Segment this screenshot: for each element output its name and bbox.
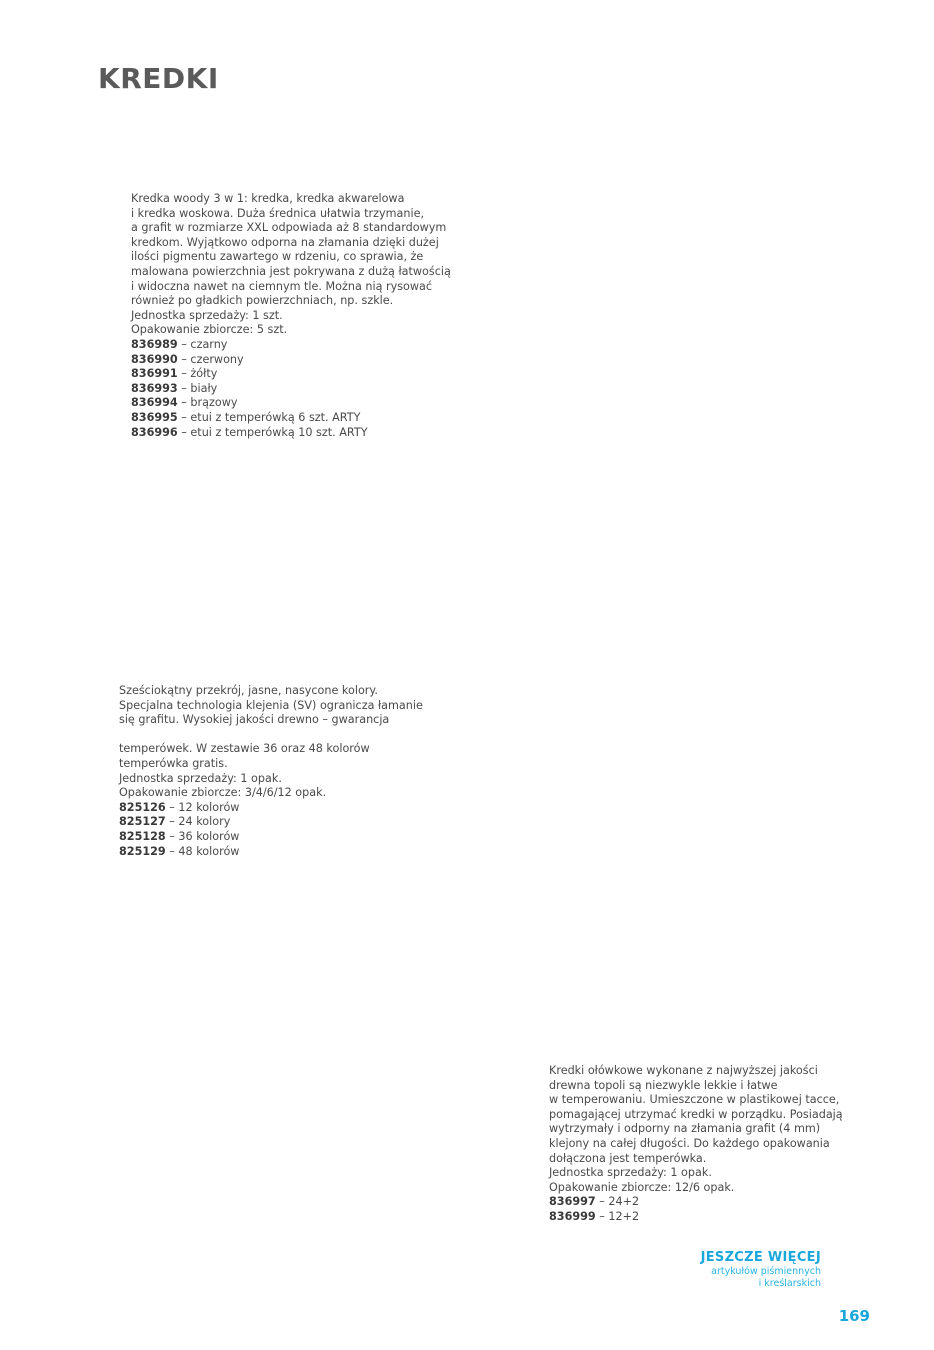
- product-code: 825128: [119, 829, 166, 843]
- product-code: 836993: [131, 381, 178, 395]
- description-line: Sześciokątny przekrój, jasne, nasycone kolory.: [119, 684, 378, 697]
- description-line: ilości pigmentu zawartego w rdzeniu, co sprawia, że: [131, 250, 424, 264]
- description-line: Specjalna technologia klejenia (SV) ogranicza łamanie: [119, 698, 423, 712]
- product-code: 836995: [131, 410, 178, 424]
- product-code-row: [131, 338, 451, 353]
- product-code-row: [131, 396, 451, 411]
- product-code-row: [549, 1210, 843, 1225]
- product-variant: – etui z temperówką 10 szt. ARTY: [177, 425, 368, 439]
- description-line: pomagającej utrzymać kredki w porządku. Posiadają: [549, 1107, 843, 1121]
- product-code-row: [131, 353, 451, 368]
- page-title: KREDKI: [98, 62, 219, 95]
- product-code-row: [131, 411, 451, 426]
- product-variant: – czerwony: [177, 352, 244, 366]
- product-code-row: [131, 426, 451, 441]
- description-line: i kredka woskowa. Duża średnica ułatwia trzymanie,: [131, 206, 425, 220]
- page-number: 169: [838, 1307, 870, 1325]
- product-code: 836989: [131, 337, 178, 351]
- description-line: dołączona jest temperówka.: [549, 1151, 707, 1165]
- product-code-row: [119, 815, 423, 830]
- product-variant: – 12 kolorów: [165, 800, 240, 814]
- product-code: 836996: [131, 425, 178, 439]
- product-code: 836991: [131, 367, 178, 381]
- product-code: 825126: [119, 800, 166, 814]
- description-line: w temperowaniu. Umieszczone w plastikowej tacce,: [549, 1093, 840, 1107]
- description-line: drewna topoli są niezwykle lekkie i łatwe: [549, 1078, 778, 1092]
- product-variant: – brązowy: [177, 396, 238, 410]
- product-variant: – 12+2: [595, 1209, 640, 1223]
- product-code: 825127: [119, 815, 166, 829]
- product-code-row: [119, 845, 423, 860]
- product-code-row: [131, 367, 451, 382]
- product-code: 836994: [131, 396, 178, 410]
- product-code: 836999: [549, 1209, 596, 1223]
- product-variant: – żółty: [177, 367, 218, 381]
- product-variant: – biały: [177, 381, 218, 395]
- product-description-poplar: [549, 1064, 843, 1225]
- product-variant: – 24 kolory: [165, 815, 231, 829]
- description-line: wytrzymały i odporny na złamania grafit (4 mm): [549, 1122, 821, 1136]
- paragraph-gap: [119, 728, 423, 743]
- description-line: temperówek. W zestawie 36 oraz 48 kolorów: [119, 742, 370, 756]
- description-line: temperówka gratis.: [119, 756, 228, 770]
- description-line: malowana powierzchnia jest pokrywana z dużą łatwością: [131, 264, 451, 278]
- promo-subtitle: artykułów piśmiennych: [711, 1266, 821, 1277]
- promo-title: JESZCZE WIĘCEJ: [700, 1250, 821, 1265]
- product-code-row: [119, 801, 423, 816]
- product-variant: – 24+2: [595, 1195, 640, 1209]
- description-line: się grafitu. Wysokiej jakości drewno – gwarancja: [119, 713, 390, 727]
- product-code: 825129: [119, 844, 166, 858]
- bulk-package: Opakowanie zbiorcze: 3/4/6/12 opak.: [119, 786, 327, 800]
- product-code-row: [549, 1195, 843, 1210]
- description-line: klejony na całej długości. Do każdego opakowania: [549, 1136, 830, 1150]
- description-line: a grafit w rozmiarze XXL odpowiada aż 8 standardowym: [131, 221, 447, 235]
- more-products-promo[interactable]: [701, 1249, 821, 1289]
- bulk-package: Opakowanie zbiorcze: 12/6 opak.: [549, 1180, 735, 1194]
- description-line: również po gładkich powierzchniach, np. szkle.: [131, 294, 394, 308]
- description-line: i widoczna nawet na ciemnym tle. Można nią rysować: [131, 279, 433, 293]
- bulk-package: Opakowanie zbiorcze: 5 szt.: [131, 323, 288, 337]
- sales-unit: Jednostka sprzedaży: 1 opak.: [119, 771, 282, 785]
- product-variant: – etui z temperówką 6 szt. ARTY: [177, 410, 361, 424]
- sales-unit: Jednostka sprzedaży: 1 szt.: [131, 308, 283, 322]
- product-code: 836990: [131, 352, 178, 366]
- promo-subtitle: i kreślarskich: [758, 1277, 821, 1289]
- product-code-row: [119, 830, 423, 845]
- description-line: kredkom. Wyjątkowo odporna na złamania dzięki dużej: [131, 235, 439, 249]
- product-code: 836997: [549, 1195, 596, 1209]
- product-description-woody: [131, 192, 451, 440]
- product-variant: – czarny: [177, 337, 228, 351]
- sales-unit: Jednostka sprzedaży: 1 opak.: [549, 1166, 712, 1180]
- description-line: Kredki ołówkowe wykonane z najwyższej jakości: [549, 1064, 818, 1077]
- product-description-hexagonal: [119, 684, 423, 859]
- product-variant: – 36 kolorów: [165, 829, 240, 843]
- product-code-row: [131, 382, 451, 397]
- product-variant: – 48 kolorów: [165, 844, 240, 858]
- description-line: Kredka woody 3 w 1: kredka, kredka akwarelowa: [131, 192, 405, 205]
